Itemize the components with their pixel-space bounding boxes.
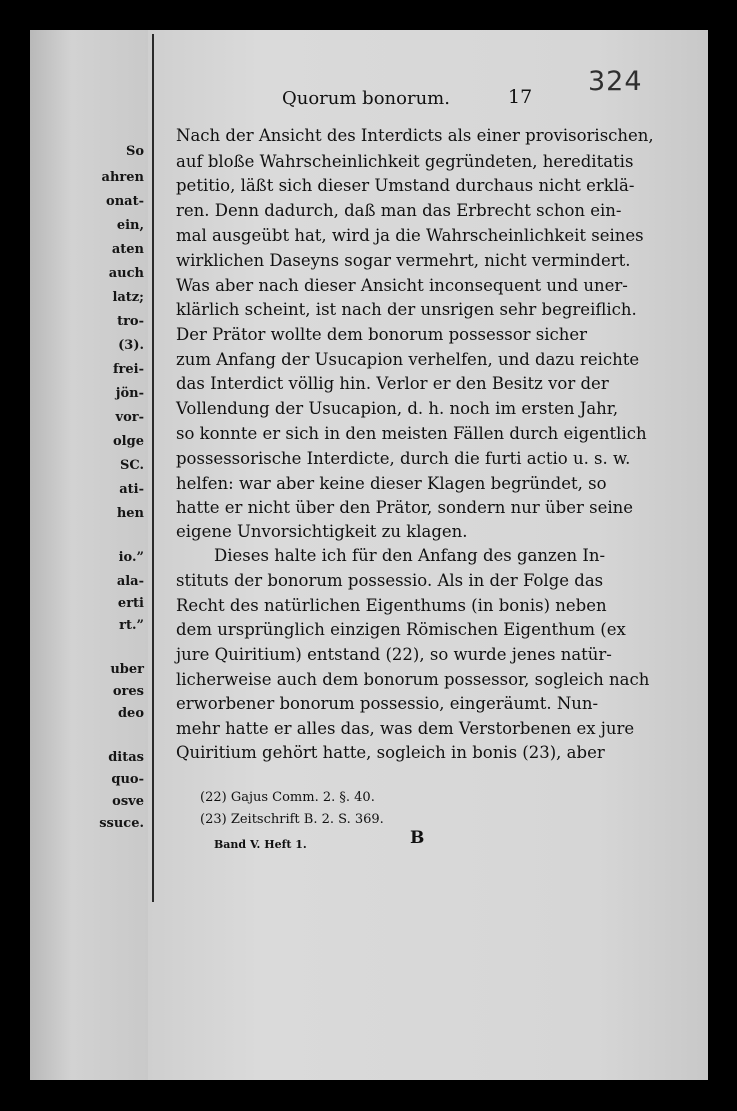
margin-fragment: So (125, 144, 144, 159)
page-number: 17 (508, 86, 533, 108)
body-line: erworbener bonorum possessio, eingeräumt. Nun- (176, 694, 599, 713)
margin-fragment: rt.” (119, 618, 144, 633)
margin-fragment: onat- (106, 194, 144, 209)
body-line: Recht des natürlichen Eigenthums (in bonis) neben (176, 596, 607, 615)
body-line: petitio, läßt sich dieser Umstand durchaus nicht erklä- (176, 176, 635, 195)
body-line: helfen: war aber keine dieser Klagen begründet, so (176, 474, 607, 493)
footnote: (23) Zeitschrift B. 2. S. 369. (200, 812, 384, 827)
margin-fragment: tro- (117, 314, 144, 329)
previous-page-strip (30, 30, 148, 1080)
margin-fragment: osve (112, 794, 144, 809)
pencil-annotation: 324 (588, 66, 643, 97)
body-line: ren. Denn dadurch, daß man das Erbrecht schon ein- (176, 201, 622, 220)
margin-fragment: auch (108, 266, 144, 281)
page-gutter-line (152, 34, 154, 902)
margin-fragment: ditas (108, 750, 144, 765)
body-line: Der Prätor wollte dem bonorum possessor sicher (176, 325, 588, 344)
margin-fragment: ahren (101, 170, 144, 185)
margin-fragment: olge (113, 434, 144, 449)
body-line: Vollendung der Usucapion, d. h. noch im ersten Jahr, (176, 399, 619, 418)
body-line: Quiritium gehört hatte, sogleich in bonis (23), aber (176, 743, 605, 762)
margin-fragment: (3). (118, 338, 144, 353)
body-line: jure Quiritium) entstand (22), so wurde jenes natür- (176, 645, 612, 664)
margin-fragment: ala- (116, 574, 144, 589)
margin-fragment: jön- (115, 386, 144, 401)
body-line: mal ausgeübt hat, wird ja die Wahrscheinlichkeit seines (176, 226, 644, 245)
body-line: possessorische Interdicte, durch die furti actio u. s. w. (176, 449, 631, 468)
margin-fragment: ein, (116, 218, 144, 233)
margin-fragment: vor- (115, 410, 144, 425)
margin-fragment: aten (111, 242, 144, 257)
body-line: wirklichen Daseyns sogar vermehrt, nicht vermindert. (176, 251, 631, 270)
margin-fragment: SC. (119, 458, 144, 473)
margin-fragment: erti (117, 596, 144, 611)
margin-fragment: ati- (119, 482, 144, 497)
margin-fragment: ores (112, 684, 144, 699)
body-line: das Interdict völlig hin. Verlor er den Besitz vor der (176, 374, 609, 393)
margin-fragment: io.” (118, 550, 144, 565)
signature-line: Band V. Heft 1. (214, 838, 307, 851)
running-head-title: Quorum bonorum. (282, 88, 450, 109)
body-line: zum Anfang der Usucapion verhelfen, und dazu reichte (176, 350, 640, 369)
margin-fragment: hen (116, 506, 144, 521)
signature-mark: B (410, 828, 425, 848)
margin-fragment: latz; (112, 290, 144, 305)
margin-fragment: quo- (111, 772, 144, 787)
body-line: Was aber nach dieser Ansicht inconsequent und uner- (176, 276, 628, 295)
body-line: hatte er nicht über den Prätor, sondern nur über seine (176, 498, 634, 517)
body-line: eigene Unvorsichtigkeit zu klagen. (176, 522, 468, 541)
body-line: dem ursprünglich einzigen Römischen Eigenthum (ex (176, 620, 626, 639)
body-line: stituts der bonorum possessio. Als in der Folge das (176, 571, 604, 590)
body-line: licherweise auch dem bonorum possessor, sogleich nach (176, 670, 650, 689)
body-line: klärlich scheint, ist nach der unsrigen sehr begreiflich. (176, 300, 637, 319)
body-line: auf bloße Wahrscheinlichkeit gegründeten, hereditatis (176, 152, 634, 171)
footnote: (22) Gajus Comm. 2. §. 40. (200, 790, 375, 805)
margin-fragment: uber (110, 662, 144, 677)
body-line: so konnte er sich in den meisten Fällen durch eigentlich (176, 424, 647, 443)
margin-fragment: ssuce. (99, 816, 144, 831)
margin-fragment: deo (117, 706, 144, 721)
body-line: mehr hatte er alles das, was dem Verstorbenen ex jure (176, 719, 635, 738)
body-line: Dieses halte ich für den Anfang des ganzen In- (214, 546, 606, 565)
body-line: Nach der Ansicht des Interdicts als einer provisorischen, (176, 126, 654, 145)
margin-fragment: frei- (112, 362, 144, 377)
